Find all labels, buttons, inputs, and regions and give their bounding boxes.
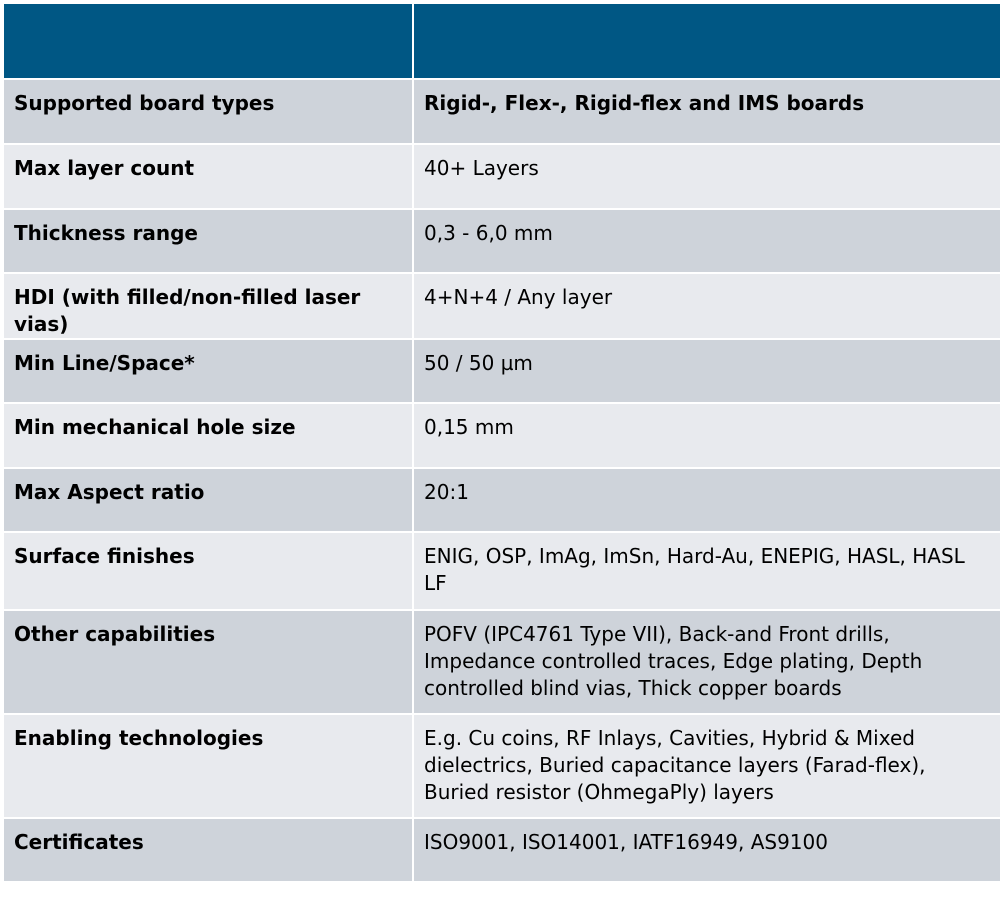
row-label: Thickness range [3,209,413,273]
row-value: 40+ Layers [413,144,1001,209]
row-value: E.g. Cu coins, RF Inlays, Cavities, Hybrid & Mixed dielectrics, Buried capacitance layers (Farad-flex), Buried resistor (OhmegaPly) layers [413,714,1001,818]
row-label: Certificates [3,818,413,882]
table-row [3,468,1001,532]
row-value: 50 / 50 µm [413,339,1001,403]
row-label: Min Line/Space* [3,339,413,403]
table-row [3,818,1001,882]
table-row [3,403,1001,468]
table-row [3,339,1001,403]
row-label: HDI (with filled/non-filled laser vias) [3,273,413,339]
row-label: Other capabilities [3,610,413,714]
row-value: 4+N+4 / Any layer [413,273,1001,339]
table-row [3,209,1001,273]
row-value: POFV (IPC4761 Type VII), Back-and Front drills, Impedance controlled traces, Edge plating, Depth controlled blind vias, Thick copper boards [413,610,1001,714]
row-label: Max layer count [3,144,413,209]
row-value: Rigid-, Flex-, Rigid-flex and IMS boards [413,79,1001,144]
capabilities-table [2,2,1002,883]
header-cell-value [413,3,1001,79]
row-value: ENIG, OSP, ImAg, ImSn, Hard-Au, ENEPIG, HASL, HASL LF [413,532,1001,610]
row-value: 20:1 [413,468,1001,532]
row-label: Supported board types [3,79,413,144]
table-header-row [3,3,1001,79]
table-row [3,714,1001,818]
row-label: Max Aspect ratio [3,468,413,532]
row-value: ISO9001, ISO14001, IATF16949, AS9100 [413,818,1001,882]
table-row [3,273,1001,339]
row-label: Enabling technologies [3,714,413,818]
table-row [3,610,1001,714]
header-cell-parameter [3,3,413,79]
row-value: 0,15 mm [413,403,1001,468]
table-row [3,144,1001,209]
row-label: Surface finishes [3,532,413,610]
table-row [3,532,1001,610]
row-value: 0,3 - 6,0 mm [413,209,1001,273]
row-label: Min mechanical hole size [3,403,413,468]
table-row [3,79,1001,144]
